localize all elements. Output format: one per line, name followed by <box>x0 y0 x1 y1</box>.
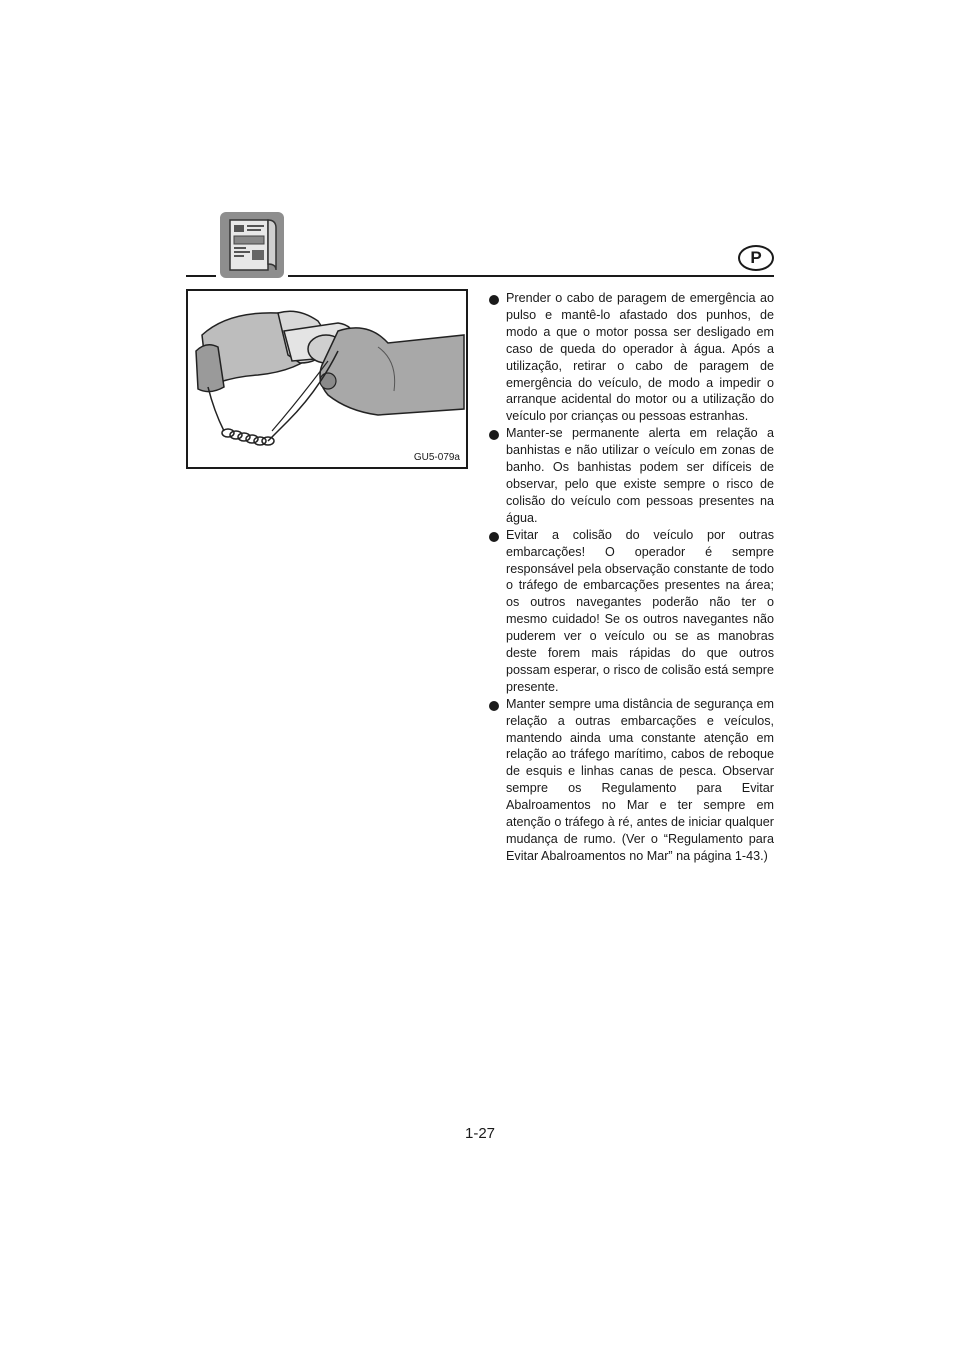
bullet-icon <box>488 527 506 545</box>
bullet-text: Evitar a colisão do veículo por outras embarcações! O operador é sempre responsável pela observação constante de todo o tráfego de embarcações presentes na área; os outros navegantes poderão não ter o mesmo cuidado! Se os outros navegantes não puderem ver o veículo ou se as manobras deste forem mais rápidas do que outros possam esperar, o risco de colisão está sempre presente. <box>506 527 774 694</box>
header-rule-right <box>288 275 774 277</box>
list-item <box>488 527 774 696</box>
wrist-lanyard-illustration <box>186 289 468 469</box>
bullet-text: Manter sempre uma distância de segurança em relação a outras embarcações e veículos, mantendo ainda uma constante atenção em relação ao tráfego marítimo, cabos de reboque de esquis e linhas canas de pesca. Observar sempre os Regulamento para Evitar Abalroamentos no Mar e ter sempre em atenção o tráfego à ré, antes de iniciar qualquer mudança de rumo. (Ver o “Regulamento para Evitar Abalroamentos no Mar” na página 1-43.) <box>506 696 774 863</box>
list-item <box>488 425 774 526</box>
language-badge: P <box>738 245 774 271</box>
bullet-text: Manter-se permanente alerta em relação a banhistas e não utilizar o veículo em zonas de banho. Os banhistas podem ser difíceis de observar, pelo que existe sempre o risco de colisão do veículo com pessoas presentes na água. <box>506 426 774 525</box>
manual-book-icon <box>220 212 284 278</box>
list-item <box>488 290 774 425</box>
bullet-icon <box>488 290 506 308</box>
warning-list <box>488 290 774 865</box>
page-number: 1-27 <box>464 1125 496 1142</box>
bullet-text: Prender o cabo de paragem de emergência ao pulso e mantê-lo afastado dos punhos, de modo a que o motor possa ser desligado em caso de queda do operador à água. Após a utilização, retirar o cabo de paragem de emergência do veículo, de modo a impedir o arranque acidental do motor ou a utilização do veículo por crianças ou pessoas estranhas. <box>506 291 774 424</box>
bullet-icon <box>488 425 506 443</box>
figure-label: GU5-079a <box>413 452 460 463</box>
header-rule-left <box>186 275 216 277</box>
list-item <box>488 696 774 865</box>
bullet-icon <box>488 696 506 714</box>
